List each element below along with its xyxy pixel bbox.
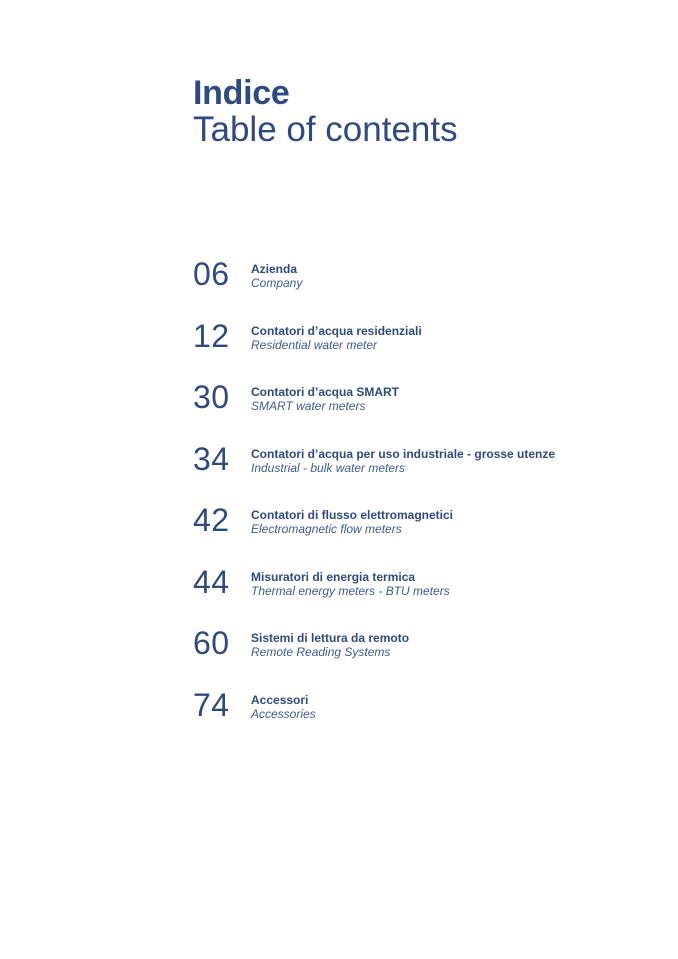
toc-entry-text	[251, 447, 555, 475]
table-of-contents	[193, 254, 613, 746]
toc-title-english: Electromagnetic flow meters	[251, 522, 402, 536]
toc-title-english: Remote Reading Systems	[251, 645, 391, 659]
page-title-italian: Indice	[193, 74, 290, 112]
toc-title-italian: Contatori d’acqua per uso industriale - grosse utenze	[251, 446, 556, 461]
toc-entry-text	[251, 262, 302, 290]
toc-title-italian: Contatori di flusso elettromagnetici	[251, 508, 454, 522]
toc-entry-industrial-water-meters[interactable]	[193, 439, 613, 501]
toc-title-english: Residential water meter	[251, 337, 378, 352]
page-heading	[193, 76, 458, 147]
page-title-english: Table of contents	[193, 110, 458, 149]
toc-page-number: 34	[193, 440, 230, 477]
toc-entry-text	[251, 508, 453, 536]
toc-title-english: SMART water meters	[251, 399, 366, 413]
toc-entry-smart-water-meters[interactable]	[193, 377, 613, 439]
toc-page-number: 44	[193, 563, 230, 600]
toc-entry-company[interactable]	[193, 254, 613, 316]
toc-entry-residential-water-meter[interactable]	[193, 316, 613, 378]
toc-title-italian: Contatori d’acqua SMART	[251, 385, 400, 399]
toc-entry-text	[251, 631, 409, 659]
toc-page-number: 42	[193, 502, 230, 538]
toc-entry-remote-reading-systems[interactable]	[193, 623, 613, 685]
toc-entry-thermal-energy-meters[interactable]	[193, 562, 613, 624]
toc-title-english: Thermal energy meters - BTU meters	[251, 583, 450, 598]
toc-page-number: 30	[193, 379, 230, 415]
toc-title-italian: Contatori d’acqua residenziali	[251, 323, 422, 338]
toc-title-italian: Azienda	[251, 262, 298, 276]
toc-title-italian: Misuratori di energia termica	[251, 569, 416, 584]
toc-entry-text	[251, 693, 316, 721]
toc-page-number: 12	[193, 317, 230, 354]
toc-entry-accessories[interactable]	[193, 685, 613, 747]
toc-title-english: Accessories	[251, 706, 316, 721]
toc-entry-text	[251, 324, 422, 352]
toc-title-english: Industrial - bulk water meters	[251, 460, 406, 475]
toc-page-number: 06	[193, 256, 230, 292]
toc-entry-text	[251, 385, 399, 413]
toc-page-number: 60	[193, 625, 230, 661]
toc-entry-electromagnetic-flow-meters[interactable]	[193, 500, 613, 562]
toc-entry-text	[251, 570, 450, 598]
toc-title-italian: Sistemi di lettura da remoto	[251, 631, 410, 645]
toc-title-english: Company	[251, 276, 303, 290]
toc-page-number: 74	[193, 686, 230, 723]
toc-title-italian: Accessori	[251, 692, 309, 707]
